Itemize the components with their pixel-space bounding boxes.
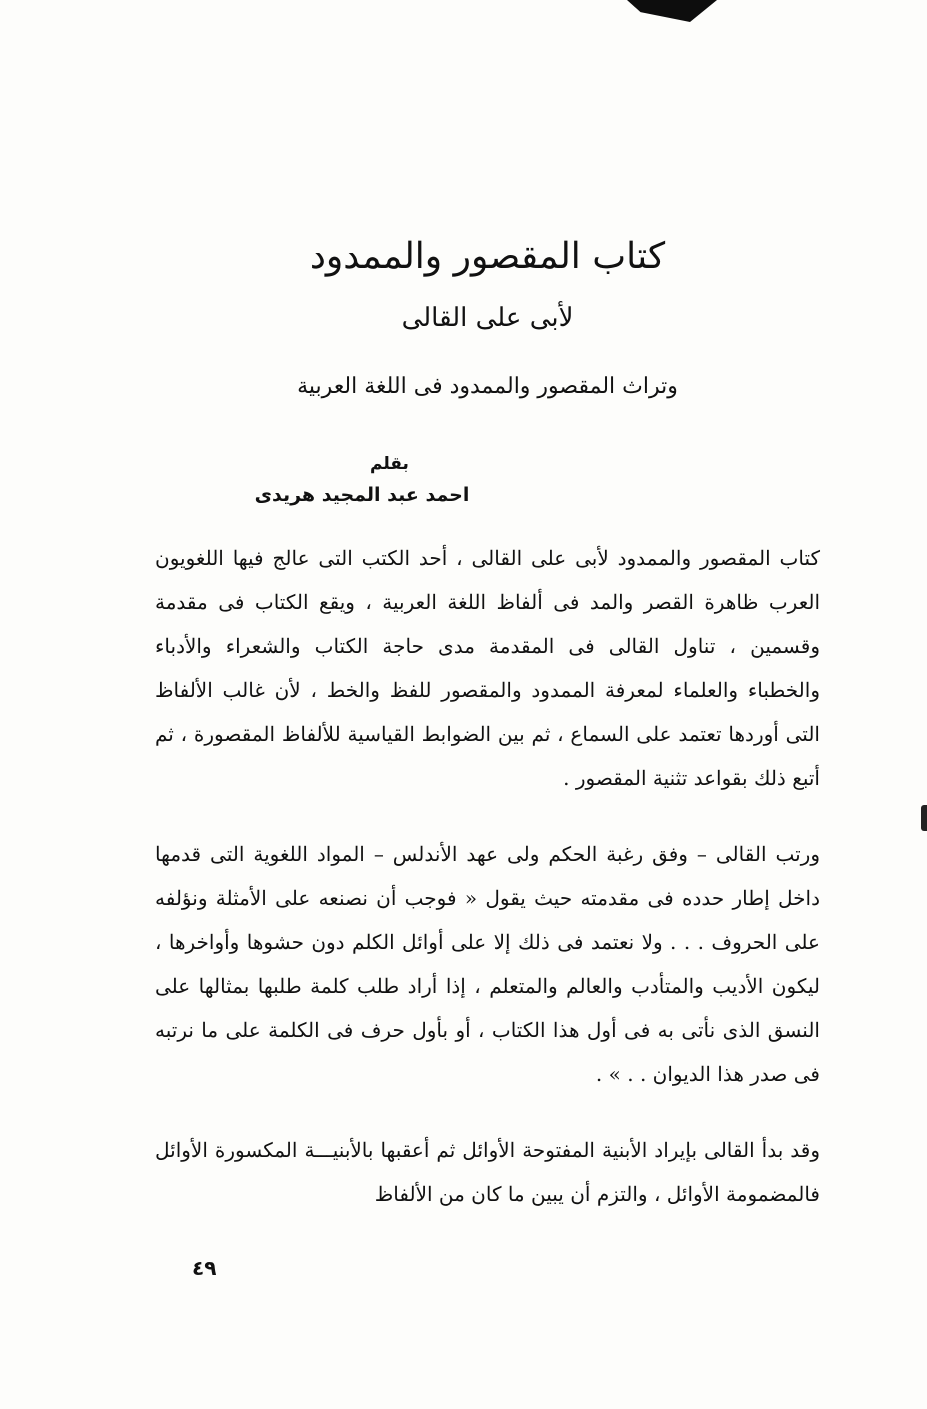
- page-title: كتاب المقصور والممدود: [309, 236, 666, 277]
- author-name: احمد عبد المجيد هريدى: [254, 484, 470, 506]
- paragraph-text: كتاب المقصور والممدود لأبى على القالى ، أحد الكتب التى عالج فيها اللغويون العرب ظاهرة القصر والمد فى ألفاظ اللغة العربية ، ويقع الكتاب فى مقدمة وقسمين ، تناول القالى فى المقدمة مدى حاجة الكتاب والشعراء والأدباء والخطباء والعلماء لمعرفة الممدود والمقصور للفظ والخط ، لأن غالب الألفاظ التى أوردها تعتمد على السماع ، ثم بين الضوابط القياسية للألفاظ المقصورة ، ثم أتبع ذلك بقواعد تثنية المقصور .: [155, 546, 820, 790]
- byline-label: بقلم: [370, 454, 409, 474]
- title-block: [155, 230, 820, 404]
- paragraph-text: وقد بدأ القالى بإيراد الأبنية المفتوحة الأوائل ثم أعقبها بالأبنيـــة المكسورة الأوائل فالمضمومة الأوائل ، والتزم أن يبين ما كان من الألفاظ: [155, 1138, 820, 1206]
- body-paragraph: [155, 536, 820, 800]
- paragraph-text: ورتب القالى – وفق رغبة الحكم ولى عهد الأندلس – المواد اللغوية التى قدمها داخل إطار حدده فى مقدمته حيث يقول « فوجب أن نصنعه على الأمثلة ونؤلفه على الحروف . . . ولا نعتمد فى ذلك إلا على أوائل الكلم دون حشوها وأواخرها ، ليكون الأديب والمتأدب والعالم والمتعلم ، إذا أراد طلب كلمة طلبها بمثالها على النسق الذى نأتى به فى أول هذا الكتاب ، أو بأول حرف فى الكلمة على ما نرتبه فى صدر هذا الديوان . . » .: [155, 842, 820, 1086]
- scan-edge-mark: [921, 805, 927, 831]
- section-heading: وتراث المقصور والممدود فى اللغة العربية: [297, 374, 678, 399]
- body-paragraph: [155, 1128, 820, 1216]
- page-number: ٤٩: [192, 1256, 217, 1280]
- page-subtitle: لأبى على القالى: [401, 303, 574, 333]
- body-paragraph: [155, 832, 820, 1096]
- byline: [252, 452, 472, 510]
- scan-artifact: [627, 0, 717, 22]
